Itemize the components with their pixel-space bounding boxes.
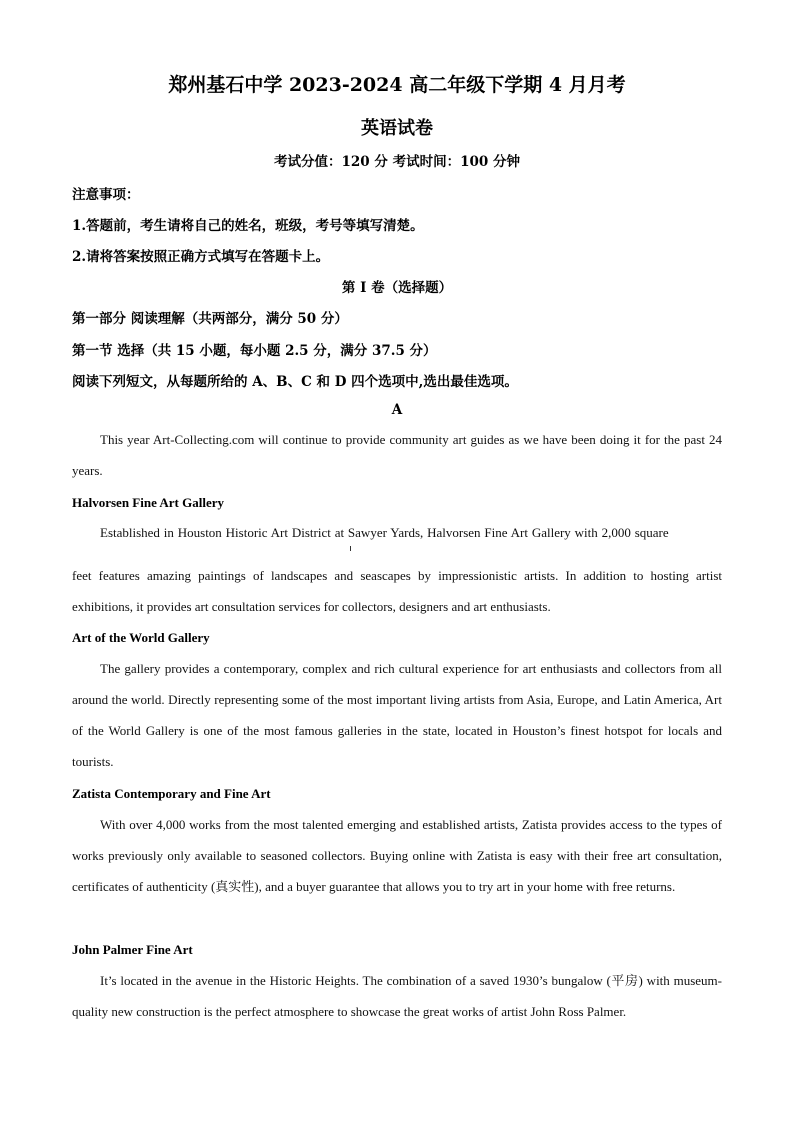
part-heading: 第一部分 阅读理解（共两部分，满分 50 分）: [72, 311, 348, 327]
notes-heading: 注意事项：: [72, 187, 140, 203]
gallery-text-art-of-the-world: The gallery provides a contemporary, complex and rich cultural experience for art enthusiasts and collectors from all around the world. Directly representing some of the most important living artists from Asia, Europe, and Latin America, Art of the World Gallery is one of the most famous galleries in the state, located in Houston’s finest hotspot for locals and tourists.: [72, 661, 722, 769]
gallery-heading-art-of-the-world: Art of the World Gallery: [72, 630, 210, 645]
gallery-heading-zatista: Zatista Contemporary and Fine Art: [72, 786, 271, 801]
volume-heading: 第 I 卷（选择题）: [341, 280, 453, 296]
note-item-1: 1.答题前，考生请将自己的姓名，班级，考号等填写清楚。: [72, 218, 424, 234]
exam-meta: 考试分值：120 分 考试时间：100 分钟: [274, 154, 520, 170]
gallery-heading-john-palmer: John Palmer Fine Art: [72, 942, 193, 957]
instruction-text: 阅读下列短文，从每题所给的 A、B、C 和 D 四个选项中,选出最佳选项。: [72, 374, 518, 390]
gallery-text-zatista: With over 4,000 works from the most talented emerging and established artists, Zatista provides access to the types of works previously only available to seasoned collectors. Buying online with Zatista is easy with their free art consultation, certificates of authenticity (真实性), and a buyer guarantee that allows you to try art in your home with free returns.: [72, 817, 722, 894]
gallery-heading-halvorsen: Halvorsen Fine Art Gallery: [72, 495, 225, 510]
gallery-text-halvorsen-line1: Established in Houston Historic Art District at Sawyer Yards, Halvorsen Fine Art Gallery with 2,000 square: [100, 525, 669, 540]
passage-letter: A: [391, 402, 403, 418]
gallery-text-john-palmer: It’s located in the avenue in the Historic Heights. The combination of a saved 1930’s bungalow (平房) with museum-quality new construction is the perfect atmosphere to showcase the great works of artist John Ross Palmer.: [72, 973, 722, 1019]
subpart-heading: 第一节 选择（共 15 小题，每小题 2.5 分，满分 37.5 分）: [72, 343, 437, 359]
gallery-text-halvorsen-rest: feet features amazing paintings of landscapes and seascapes by impressionistic artists. In addition to hosting artist exhibitions, it provides art consultation services for collectors, designers and art enthusiasts.: [72, 568, 722, 614]
exam-subtitle: 英语试卷: [361, 118, 433, 139]
exam-title: 郑州基石中学 2023-2024 高二年级下学期 4 月月考: [168, 74, 626, 96]
note-item-2: 2.请将答案按照正确方式填写在答题卡上。: [72, 249, 330, 265]
stray-mark: [350, 546, 351, 551]
passage-intro: This year Art-Collecting.com will continue to provide community art guides as we have been doing it for the past 24 years.: [72, 432, 722, 478]
